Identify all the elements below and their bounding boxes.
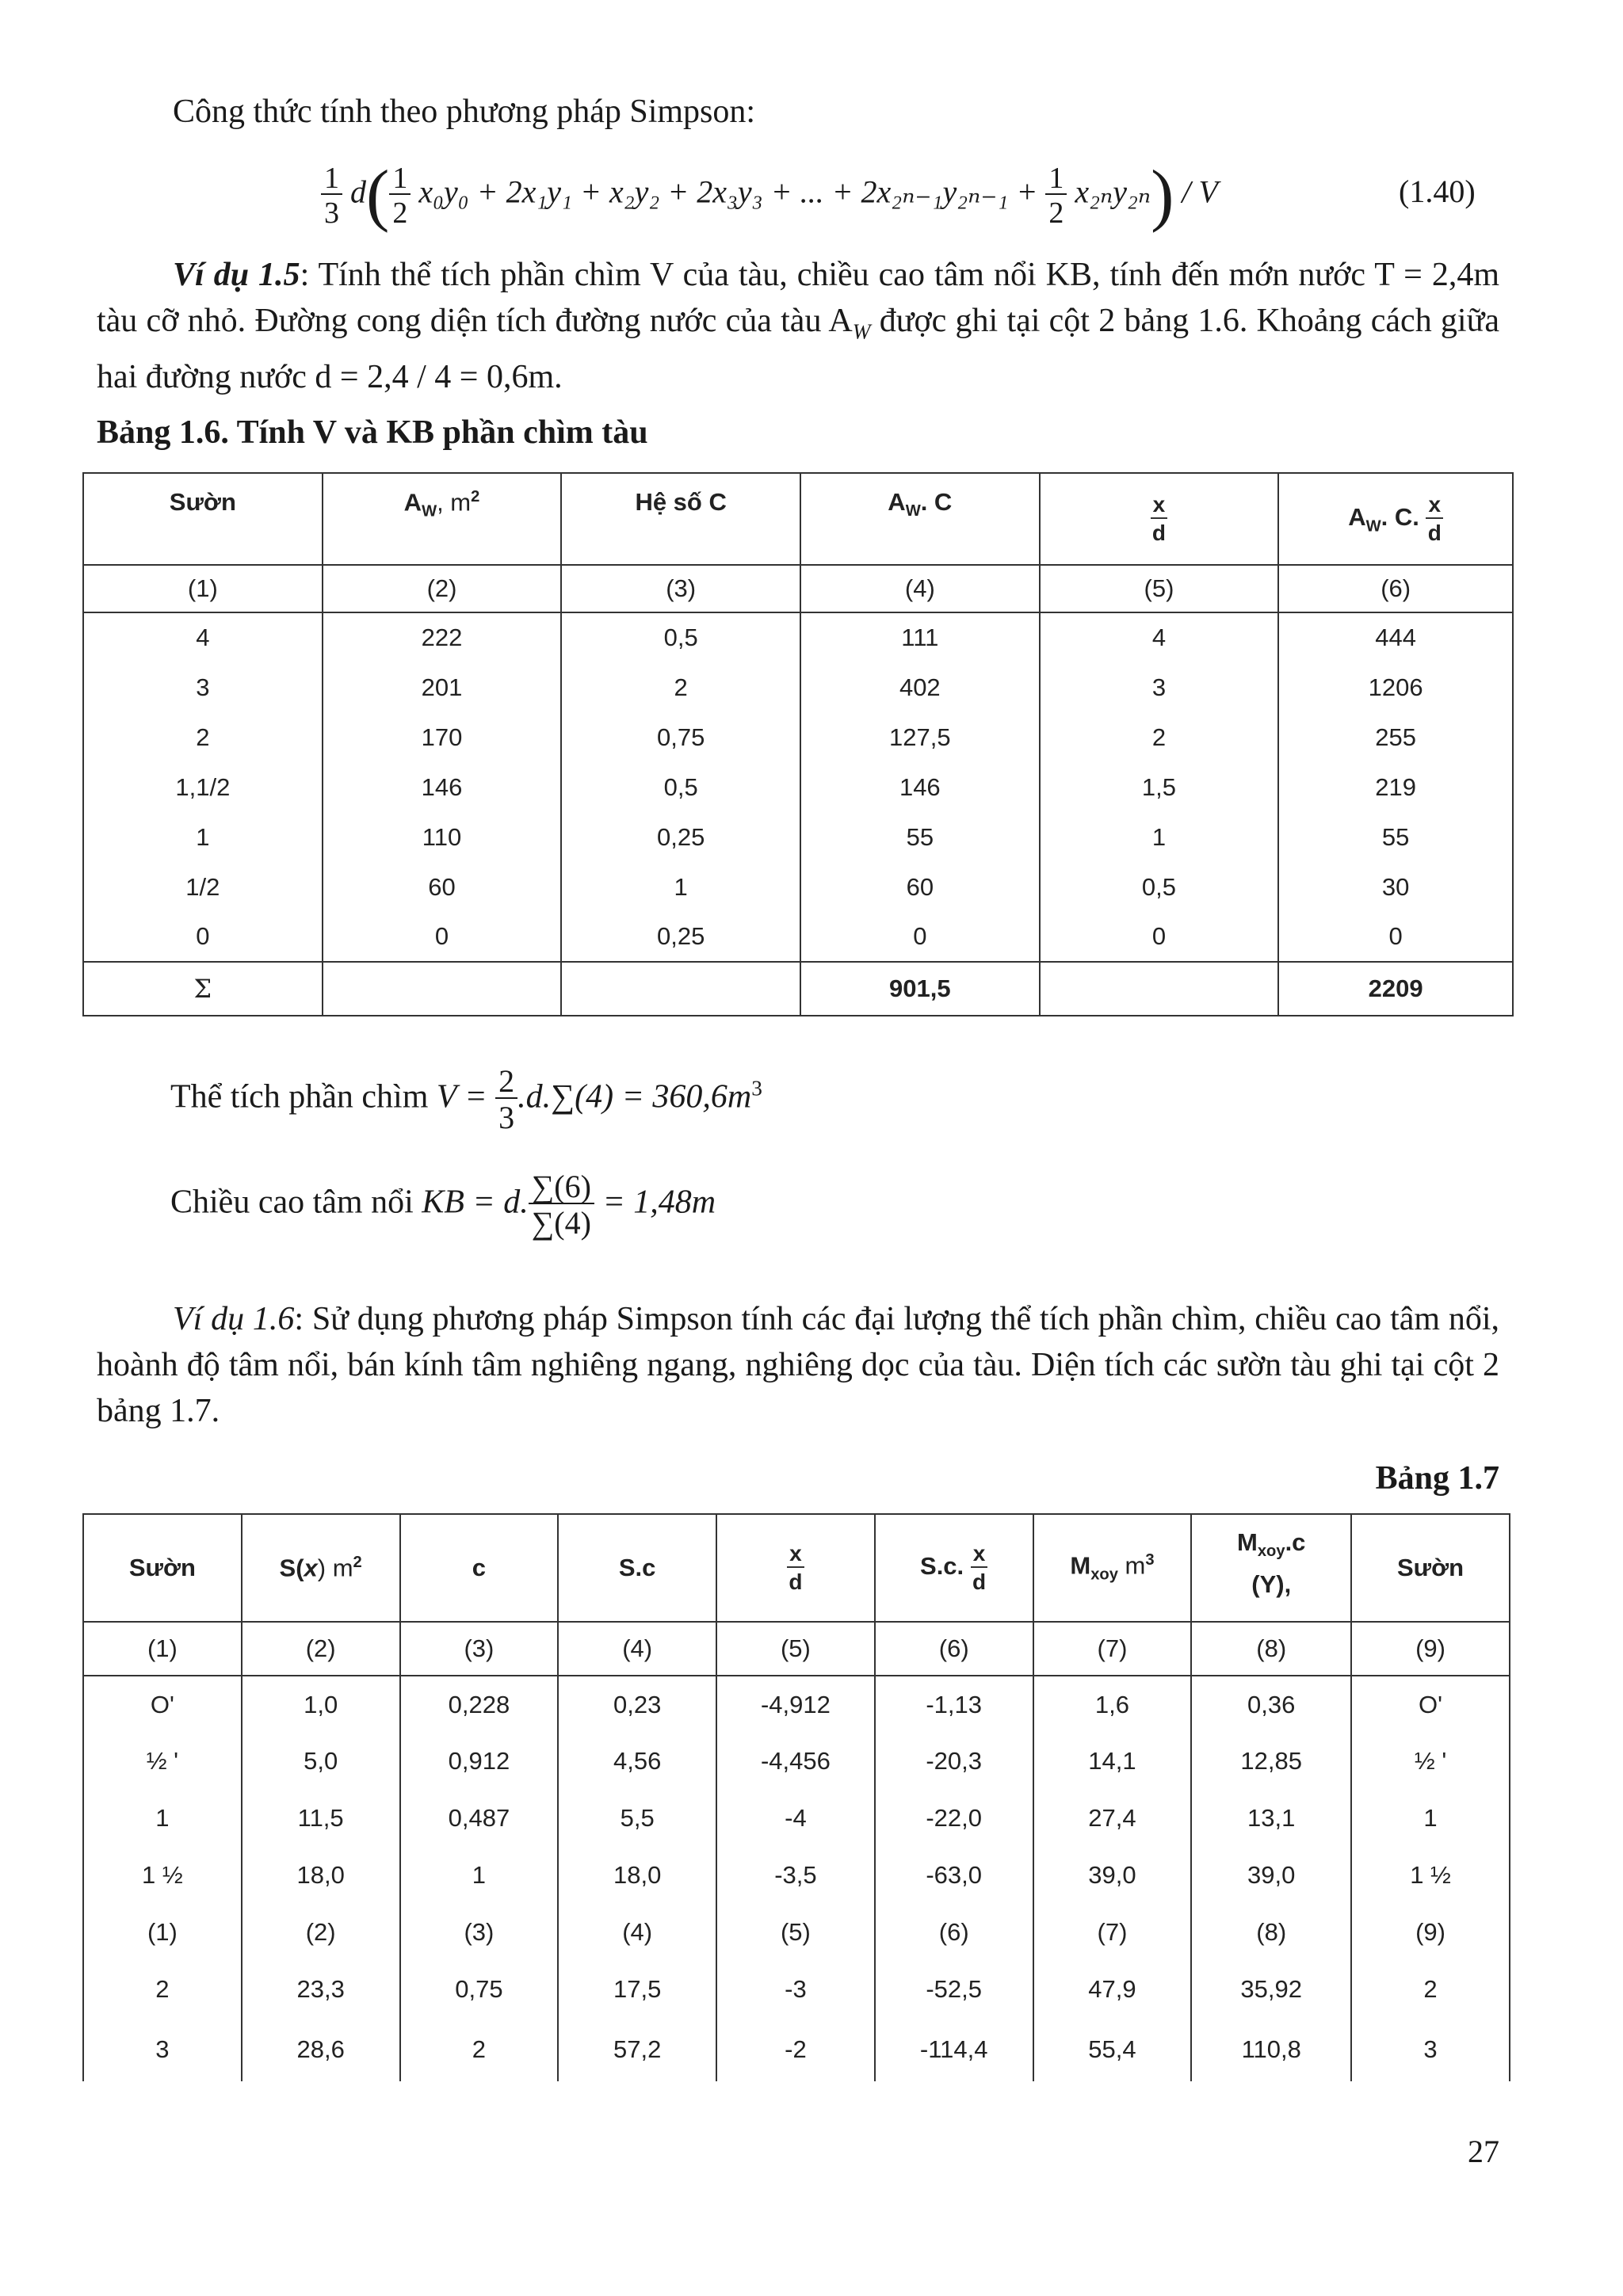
table-row: 3 28,6 2 57,2 -2 -114,4 55,4 110,8 3 xyxy=(83,2018,1510,2081)
table-row: 1 ½ 18,0 1 18,0 -3,5 -63,0 39,0 39,0 1 ½ xyxy=(83,1847,1510,1904)
table-row: 1/2 60 1 60 0,5 30 xyxy=(83,862,1513,912)
col-c: c xyxy=(400,1514,559,1622)
table-row: 3 201 2 402 3 1206 xyxy=(83,662,1513,712)
kb-formula: Chiều cao tâm nổi KB = d. $\frac{\sum(6)}{\sum(4)}$ = 1,48m xyxy=(170,1169,716,1241)
table-row: (1) (2) (3) (4) (5) (6) (7) (8) (9) xyxy=(83,1904,1510,1961)
table-1-7 xyxy=(82,1513,1510,2081)
table-row: 1,1/2 146 0,5 146 1,5 219 xyxy=(83,762,1513,812)
table-header-row xyxy=(83,473,1513,565)
col-x-d: $\frac{x}{d}$ xyxy=(1040,473,1279,565)
col-mxoy: $M_{xoy}$ $m^3$ xyxy=(1033,1514,1192,1622)
col-suon: Sườn xyxy=(83,473,323,565)
sum-row: Σ 901,5 2209 xyxy=(83,962,1513,1016)
col-mxoy-c: $M_{xoy}.c$ (Y), xyxy=(1191,1514,1351,1622)
col-suon-right: Sườn xyxy=(1351,1514,1510,1622)
intro-text: Công thức tính theo phương pháp Simpson: xyxy=(173,93,756,130)
col-aw-c: $A_W$. C xyxy=(800,473,1040,565)
page-number: 27 xyxy=(1468,2134,1499,2169)
table-row: O' 1,0 0,228 0,23 -4,912 -1,13 1,6 0,36 O' xyxy=(83,1676,1510,1733)
col-suon: Sườn xyxy=(83,1514,242,1622)
table-row: ½ ' 5,0 0,912 4,56 -4,456 -20,3 14,1 12,85 ½ ' xyxy=(83,1733,1510,1790)
formula-1-40: $\frac{1}{3}$ d( $\frac{1}{2}$ x₀y₀ + 2x₁y₁ + x₂y₂ + 2x₃y₃ + ... + 2x₂ₙ₋₁y₂ₙ₋₁ + $\frac{1}{2}$ x₂ₙy₂ₙ) / V xyxy=(321,155,1218,235)
table-row: 2 23,3 0,75 17,5 -3 -52,5 47,9 35,92 2 xyxy=(83,1961,1510,2018)
table-row: 1 11,5 0,487 5,5 -4 -22,0 27,4 13,1 1 xyxy=(83,1790,1510,1847)
table-1-6 xyxy=(82,472,1514,1016)
col-aw: $A_W$, $m^2$ xyxy=(323,473,562,565)
col-sc-x-d: S.c. $\frac{x}{d}$ xyxy=(875,1514,1033,1622)
table-header-row xyxy=(83,1514,1510,1622)
table-row: 0 0 0,25 0 0 0 xyxy=(83,912,1513,962)
example-1-5: Ví dụ 1.5: Tính thể tích phần chìm V của tàu, chiều cao tâm nổi KB, tính đến mớn nước T = 2,4m tàu cỡ nhỏ. Đường cong diện tích đường nước của tàu $A_W$ được ghi tại cột 2 bảng 1.6. Khoảng cách giữa hai đường nước d = 2,4 / 4 = 0,6m. xyxy=(97,257,1499,396)
col-x-d: $\frac{x}{d}$ xyxy=(716,1514,875,1622)
table-row: 4 222 0,5 111 4 444 xyxy=(83,612,1513,662)
table-row: 1 110 0,25 55 1 55 xyxy=(83,812,1513,862)
col-sc: S.c xyxy=(558,1514,716,1622)
table-row: 2 170 0,75 127,5 2 255 xyxy=(83,712,1513,762)
col-he-so-c: Hệ số C xyxy=(561,473,800,565)
column-number-row: (1) (2) (3) (4) (5) (6) xyxy=(83,565,1513,612)
volume-formula: Thể tích phần chìm V = $\frac{2}{3}$ $.d.\sum(4) = 360,6m^3$ xyxy=(170,1063,762,1135)
col-aw-c-x-d: $A_W$. C. $\frac{x}{d}$ xyxy=(1278,473,1513,565)
equation-number: (1.40) xyxy=(1399,174,1476,209)
table-1-7-caption: Bảng 1.7 xyxy=(1375,1460,1499,1497)
col-sx: S(x) $m^2$ xyxy=(242,1514,400,1622)
example-1-6: Ví dụ 1.6: Sử dụng phương pháp Simpson tính các đại lượng thể tích phần chìm, chiều cao tâm nổi, hoành độ tâm nổi, bán kính tâm nghiêng ngang, nghiêng dọc của tàu. Diện tích các sườn tàu ghi tại cột 2 bảng 1.7. xyxy=(97,1301,1499,1429)
table-1-6-caption: Bảng 1.6. Tính V và KB phần chìm tàu xyxy=(97,414,648,451)
column-number-row: (1) (2) (3) (4) (5) (6) (7) (8) (9) xyxy=(83,1622,1510,1676)
